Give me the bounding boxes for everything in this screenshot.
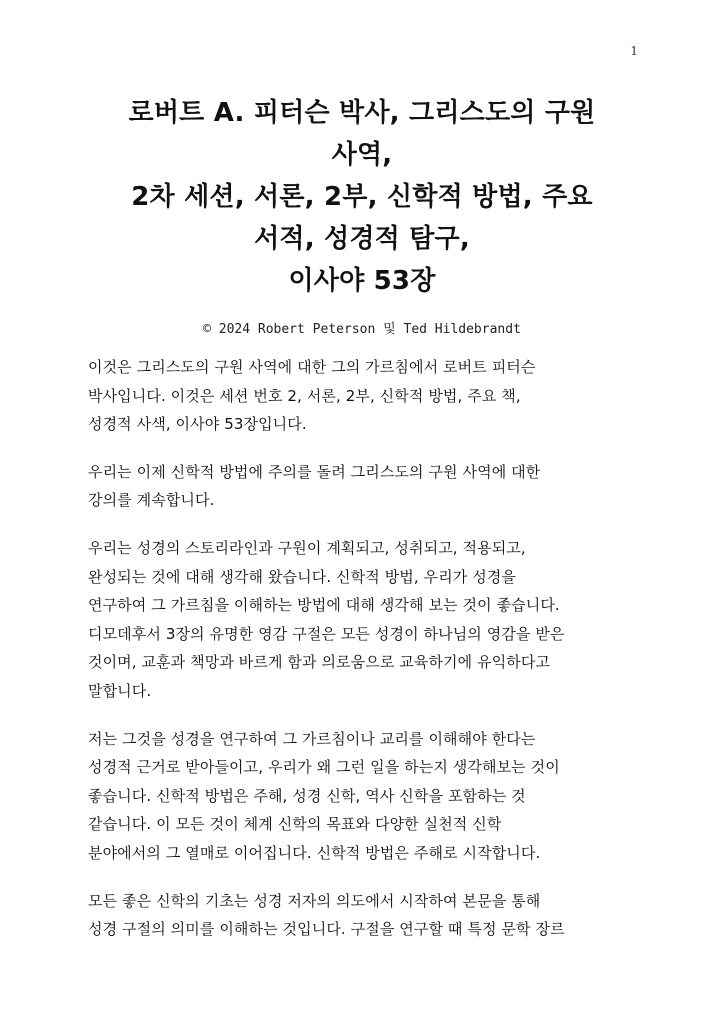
text-line: 우리는 성경의 스토리라인과 구원이 계획되고, 성취되고, 적용되고, (88, 538, 526, 557)
title-line: 로버트 A. 피터슨 박사, 그리스도의 구원 (128, 98, 596, 128)
text-line: 완성되는 것에 대해 생각해 왔습니다. 신학적 방법, 우리가 성경을 (88, 567, 517, 586)
paragraph (88, 534, 648, 706)
paragraph (88, 725, 648, 868)
paragraph (88, 353, 648, 439)
text-line: 같습니다. 이 모든 것이 체계 신학의 목표와 다양한 실천적 신학 (88, 815, 502, 834)
text-line: 박사입니다. 이것은 세션 번호 2, 서론, 2부, 신학적 방법, 주요 책, (88, 386, 521, 405)
text-line: 모든 좋은 신학의 기초는 성경 저자의 의도에서 시작하여 본문을 통해 (88, 891, 541, 910)
text-line: 이것은 그리스도의 구원 사역에 대한 그의 가르침에서 로버트 피터슨 (88, 358, 536, 376)
title-line: 서적, 성경적 탐구, (254, 224, 470, 254)
text-line: 분야에서의 그 열매로 이어집니다. 신학적 방법은 주해로 시작합니다. (88, 843, 541, 862)
copyright-notice: © 2024 Robert Peterson 및 Ted Hildebrandt (203, 322, 521, 337)
text-line: 좋습니다. 신학적 방법은 주해, 성경 신학, 역사 신학을 포함하는 것 (88, 786, 526, 805)
title-line: 사역, (331, 140, 393, 170)
text-line: 말합니다. (88, 681, 152, 700)
text-line: 성경적 사색, 이사야 53장입니다. (88, 415, 307, 434)
page-number: 1 (630, 44, 638, 58)
text-line: 성경적 근거로 받아들이고, 우리가 왜 그런 일을 하는지 생각해보는 것이 (88, 758, 560, 777)
text-line: 저는 그것을 성경을 연구하여 그 가르침이나 교리를 이해해야 한다는 (88, 729, 536, 748)
paragraph (88, 887, 648, 944)
title-line: 이사야 53장 (288, 266, 436, 296)
text-line: 연구하여 그 가르침을 이해하는 방법에 대해 생각해 보는 것이 좋습니다. (88, 596, 560, 615)
text-line: 성경 구절의 의미를 이해하는 것입니다. 구절을 연구할 때 특정 문학 장르 (88, 920, 565, 939)
text-line: 강의를 계속합니다. (88, 491, 215, 510)
text-line: 것이며, 교훈과 책망과 바르게 함과 의로움으로 교육하기에 유익하다고 (88, 653, 551, 672)
title-line: 2차 세션, 서론, 2부, 신학적 방법, 주요 (131, 182, 593, 212)
document-title (80, 92, 644, 302)
body-text (88, 353, 648, 963)
text-line: 우리는 이제 신학적 방법에 주의를 돌려 그리스도의 구원 사역에 대한 (88, 462, 541, 481)
paragraph (88, 458, 648, 515)
text-line: 디모데후서 3장의 유명한 영감 구절은 모든 성경이 하나님의 영감을 받은 (88, 624, 565, 643)
